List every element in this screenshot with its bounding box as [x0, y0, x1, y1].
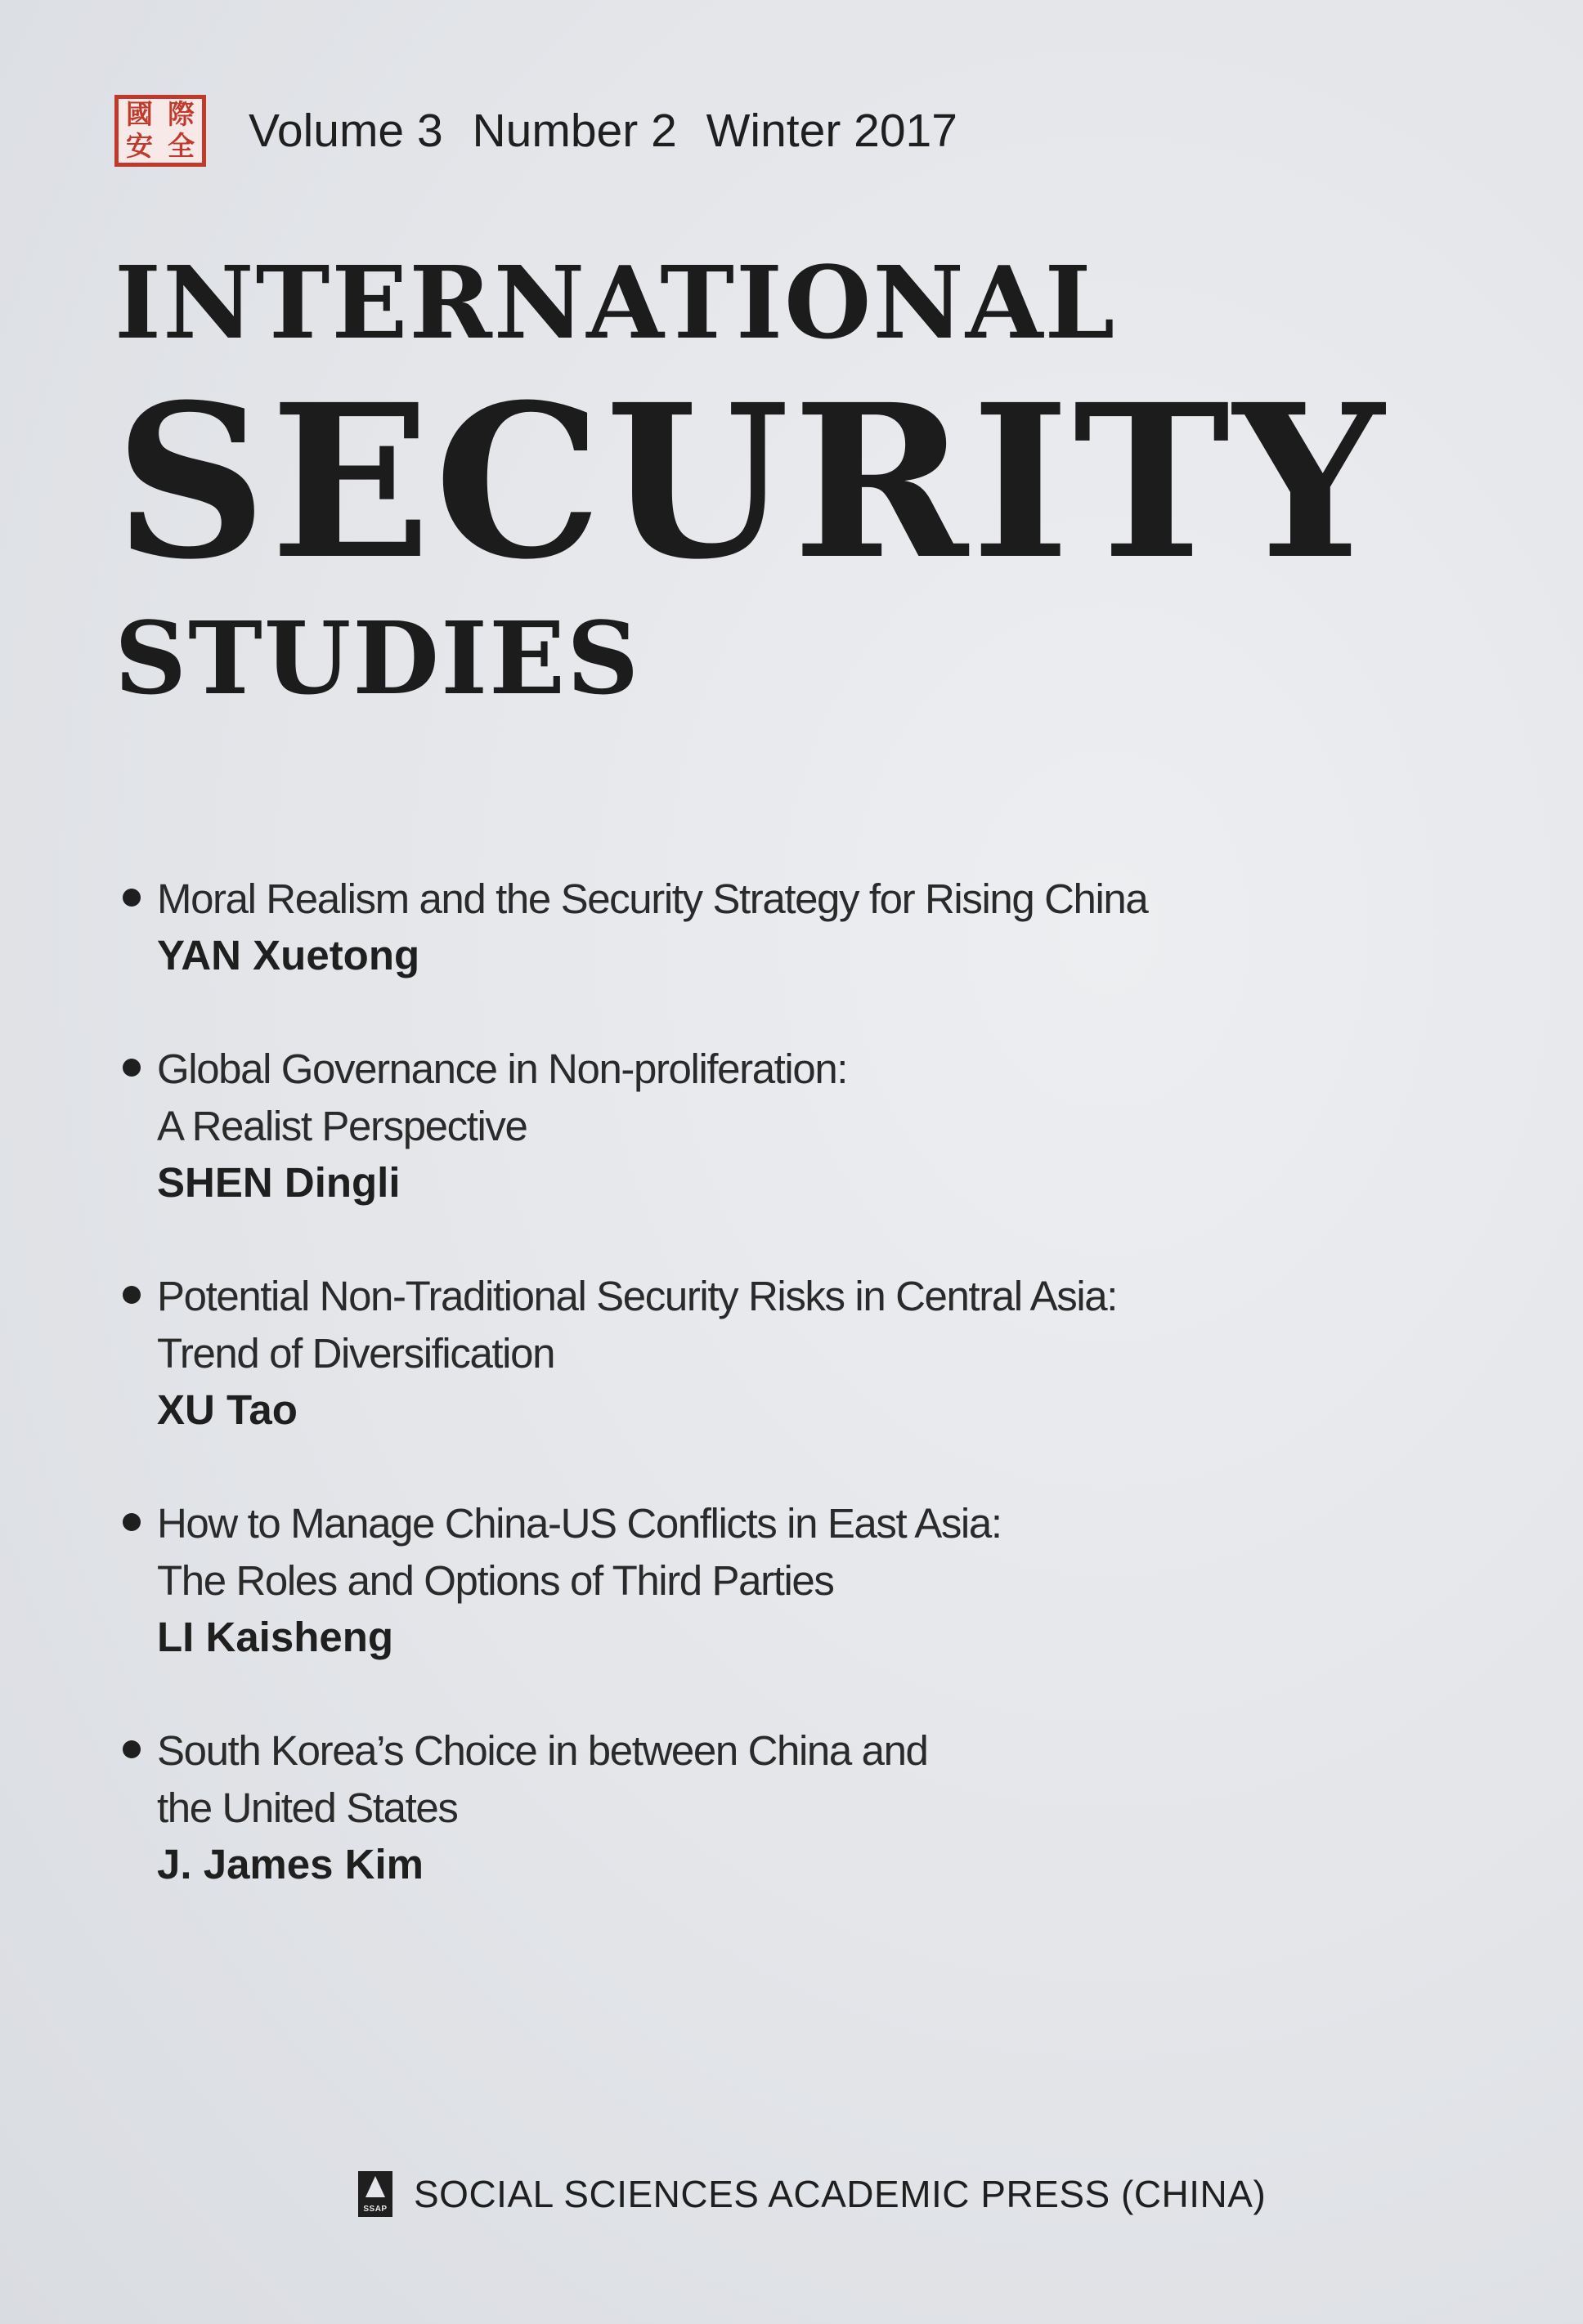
table-of-contents [123, 871, 1349, 1950]
seal-char: 國 [126, 98, 153, 130]
article-author: J. James Kim [157, 1841, 424, 1887]
bullet-icon [123, 1513, 141, 1531]
article-item [123, 871, 1349, 983]
masthead-security: SECURITY [114, 358, 1388, 606]
article-item [123, 1722, 1349, 1892]
ssap-logo-icon [358, 2171, 392, 2217]
bullet-icon [123, 889, 141, 907]
article-author: XU Tao [157, 1386, 298, 1433]
seal-logo [114, 95, 206, 167]
article-title: the United States [157, 1784, 458, 1831]
article-title: Global Governance in Non-proliferation: [157, 1046, 848, 1092]
seal-char: 際 [168, 98, 195, 130]
article-author: LI Kaisheng [157, 1614, 394, 1660]
article-item [123, 1495, 1349, 1665]
ssap-logo-text: SSAP [363, 2205, 388, 2214]
issue-info [249, 104, 957, 158]
seal-char: 安 [126, 130, 153, 162]
article-title: Potential Non-Traditional Security Risks in Central Asia: [157, 1273, 1118, 1319]
bullet-icon [123, 1286, 141, 1304]
article-title: How to Manage China-US Conflicts in East Asia: [157, 1500, 1002, 1547]
article-item [123, 1268, 1349, 1438]
article-title: A Realist Perspective [157, 1103, 527, 1149]
article-author: YAN Xuetong [157, 932, 420, 978]
bullet-icon [123, 1059, 141, 1077]
bullet-icon [123, 1740, 141, 1758]
masthead-studies: STUDIES [114, 599, 641, 717]
article-title: Moral Realism and the Security Strategy for Rising China [157, 875, 1148, 922]
issue-number: Number 2 [472, 105, 677, 157]
issue-volume: Volume 3 [249, 105, 443, 157]
seal-char: 全 [168, 130, 195, 162]
article-author: SHEN Dingli [157, 1159, 401, 1206]
article-title: The Roles and Options of Third Parties [157, 1557, 834, 1604]
article-title: South Korea’s Choice in between China and [157, 1727, 928, 1774]
issue-header [114, 90, 957, 172]
article-item [123, 1041, 1349, 1211]
publisher-name: SOCIAL SCIENCES ACADEMIC PRESS (CHINA) [414, 2173, 1267, 2215]
issue-season: Winter 2017 [706, 105, 957, 157]
masthead-international: INTERNATIONAL [114, 244, 1117, 361]
article-title: Trend of Diversification [157, 1330, 555, 1377]
ssap-mark [365, 2176, 385, 2197]
publisher [358, 2171, 1266, 2217]
